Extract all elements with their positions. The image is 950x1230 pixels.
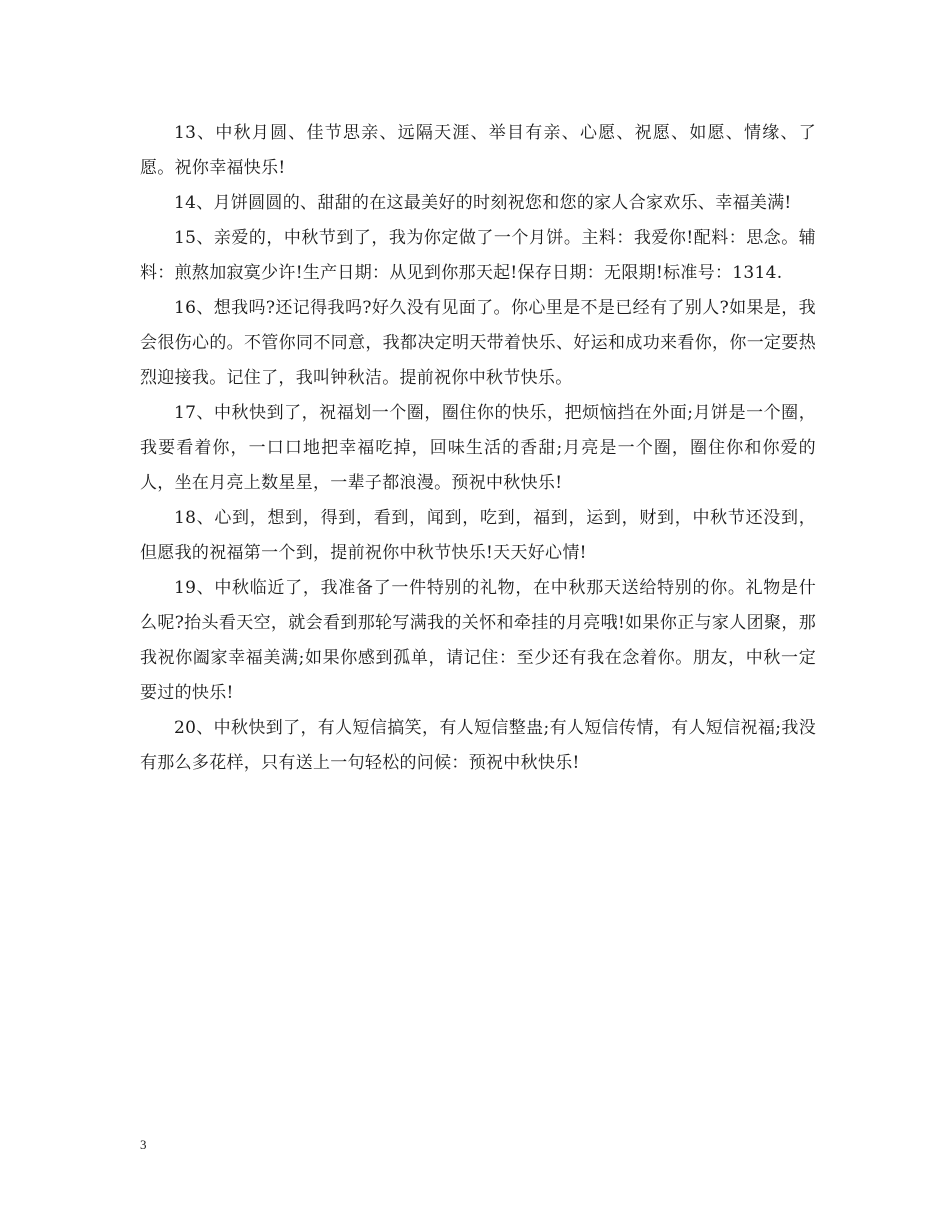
paragraph-19: 19、中秋临近了，我准备了一件特别的礼物，在中秋那天送给特别的你。礼物是什么呢?抬头看天空，就会看到那轮写满我的关怀和牵挂的月亮哦!如果你正与家人团聚，那我祝你阖家幸福美满;如果你感到孤单，请记住：至少还有我在念着你。朋友，中秋一定要过的快乐!	[140, 578, 816, 703]
paragraph-17: 17、中秋快到了，祝福划一个圈，圈住你的快乐，把烦恼挡在外面;月饼是一个圈，我要看着你，一口口地把幸福吃掉，回味生活的香甜;月亮是一个圈，圈住你和你爱的人，坐在月亮上数星星，一辈子都浪漫。预祝中秋快乐!	[140, 403, 816, 493]
paragraph-16: 16、想我吗?还记得我吗?好久没有见面了。你心里是不是已经有了别人?如果是，我会很伤心的。不管你同不同意，我都决定明天带着快乐、好运和成功来看你，你一定要热烈迎接我。记住了，我叫钟秋洁。提前祝你中秋节快乐。	[140, 298, 816, 388]
page-number: 3	[140, 1137, 147, 1152]
paragraph-15: 15、亲爱的，中秋节到了，我为你定做了一个月饼。主料：我爱你!配料：思念。辅料：煎熬加寂寞少许!生产日期：从见到你那天起!保存日期：无限期!标准号：1314.	[140, 228, 816, 283]
paragraph-18: 18、心到，想到，得到，看到，闻到，吃到，福到，运到，财到，中秋节还没到，但愿我的祝福第一个到，提前祝你中秋节快乐!天天好心情!	[140, 508, 816, 563]
paragraph-13: 13、中秋月圆、佳节思亲、远隔天涯、举目有亲、心愿、祝愿、如愿、情缘、了愿。祝你幸福快乐!	[140, 123, 816, 178]
paragraph-20: 20、中秋快到了，有人短信搞笑，有人短信整蛊;有人短信传情，有人短信祝福;我没有那么多花样，只有送上一句轻松的问候：预祝中秋快乐!	[140, 718, 816, 773]
paragraph-14: 14、月饼圆圆的、甜甜的在这最美好的时刻祝您和您的家人合家欢乐、幸福美满!	[174, 193, 792, 213]
document-body	[140, 116, 816, 781]
